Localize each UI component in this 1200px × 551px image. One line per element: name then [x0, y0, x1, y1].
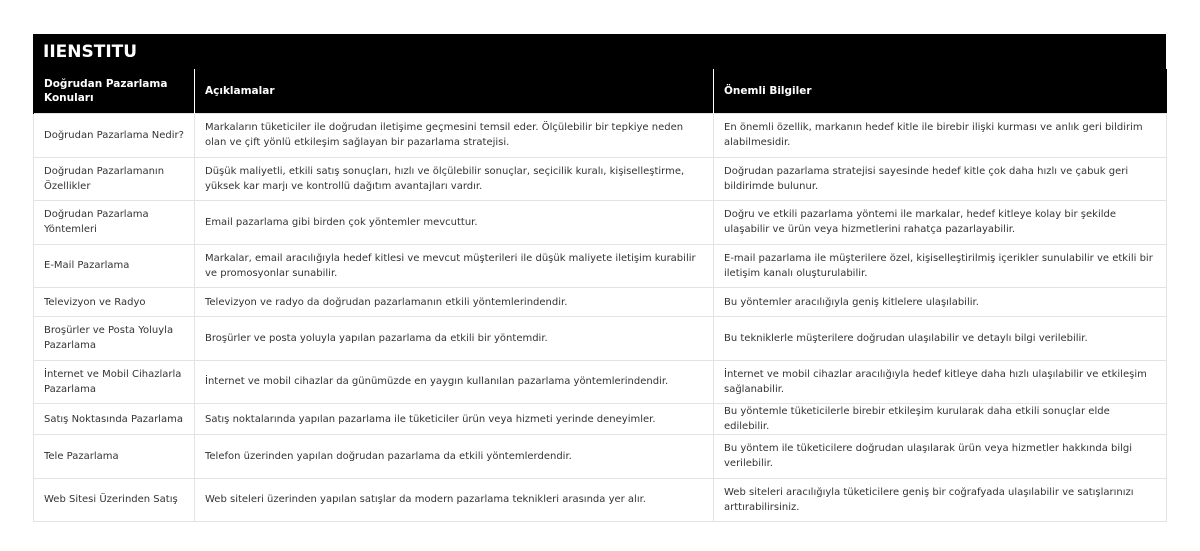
topic-cell: Broşürler ve Posta Yoluyla Pazarlama — [34, 317, 195, 361]
info-cell: En önemli özellik, markanın hedef kitle ile birebir ilişki kurması ve anlık geri bildirim alabilmesidir. — [714, 114, 1167, 158]
topic-cell: Doğrudan Pazarlamanın Özellikler — [34, 157, 195, 201]
description-cell: Email pazarlama gibi birden çok yöntemler mevcuttur. — [195, 201, 714, 245]
info-cell: E-mail pazarlama ile müşterilere özel, kişiselleştirilmiş içerikler sunulabilir ve etkili bir iletişim kanalı oluşturulabilir. — [714, 244, 1167, 288]
table-row — [34, 317, 1167, 361]
topic-cell: Tele Pazarlama — [34, 435, 195, 479]
description-cell: Satış noktalarında yapılan pazarlama ile tüketiciler ürün veya hizmeti yerinde deneyimler. — [195, 404, 714, 435]
content-table-card — [33, 34, 1166, 522]
table-header-row — [34, 69, 1167, 114]
info-cell: Bu tekniklerle müşterilere doğrudan ulaşılabilir ve detaylı bilgi verilebilir. — [714, 317, 1167, 361]
info-cell: Doğru ve etkili pazarlama yöntemi ile markalar, hedef kitleye kolay bir şekilde ulaşabilir ve ürün veya hizmetlerini rahatça pazarlayabilir. — [714, 201, 1167, 245]
table-row — [34, 360, 1167, 404]
topic-cell: Televizyon ve Radyo — [34, 288, 195, 317]
table-row — [34, 157, 1167, 201]
table-row — [34, 478, 1167, 522]
info-cell: Bu yöntem ile tüketicilere doğrudan ulaşılarak ürün veya hizmetler hakkında bilgi verilebilir. — [714, 435, 1167, 479]
brand-title: IIENSTITU — [33, 34, 1166, 69]
description-cell: Televizyon ve radyo da doğrudan pazarlamanın etkili yöntemlerindendir. — [195, 288, 714, 317]
info-cell: Doğrudan pazarlama stratejisi sayesinde hedef kitle çok daha hızlı ve çabuk geri bildirimde bulunur. — [714, 157, 1167, 201]
topic-cell: Web Sitesi Üzerinden Satış — [34, 478, 195, 522]
table-row — [34, 288, 1167, 317]
column-header-descriptions: Açıklamalar — [195, 69, 714, 114]
direct-marketing-table — [33, 69, 1167, 522]
description-cell: Broşürler ve posta yoluyla yapılan pazarlama da etkili bir yöntemdir. — [195, 317, 714, 361]
description-cell: Telefon üzerinden yapılan doğrudan pazarlama da etkili yöntemlerdendir. — [195, 435, 714, 479]
column-header-topics: Doğrudan Pazarlama Konuları — [34, 69, 195, 114]
description-cell: İnternet ve mobil cihazlar da günümüzde en yaygın kullanılan pazarlama yöntemlerindendir. — [195, 360, 714, 404]
description-cell: Düşük maliyetli, etkili satış sonuçları, hızlı ve ölçülebilir sonuçlar, seçicilik kuralı, kişiselleştirme, yüksek kar marjı ve kontrollü dağıtım avantajları vardır. — [195, 157, 714, 201]
table-row — [34, 435, 1167, 479]
info-cell: Bu yöntemler aracılığıyla geniş kitlelere ulaşılabilir. — [714, 288, 1167, 317]
topic-cell: Doğrudan Pazarlama Yöntemleri — [34, 201, 195, 245]
info-cell: Bu yöntemle tüketicilerle birebir etkileşim kurularak daha etkili sonuçlar elde edilebilir. — [714, 404, 1167, 435]
topic-cell: Satış Noktasında Pazarlama — [34, 404, 195, 435]
info-cell: İnternet ve mobil cihazlar aracılığıyla hedef kitleye daha hızlı ulaşılabilir ve etkileşim sağlanabilir. — [714, 360, 1167, 404]
table-row — [34, 244, 1167, 288]
topic-cell: Doğrudan Pazarlama Nedir? — [34, 114, 195, 158]
description-cell: Markalar, email aracılığıyla hedef kitlesi ve mevcut müşterileri ile düşük maliyete iletişim kurabilir ve promosyonlar sunabilir. — [195, 244, 714, 288]
table-row — [34, 201, 1167, 245]
topic-cell: İnternet ve Mobil Cihazlarla Pazarlama — [34, 360, 195, 404]
table-row — [34, 404, 1167, 435]
description-cell: Markaların tüketiciler ile doğrudan iletişime geçmesini temsil eder. Ölçülebilir bir tepkiye neden olan ve çift yönlü etkileşim sağlayan bir pazarlama stratejisi. — [195, 114, 714, 158]
info-cell: Web siteleri aracılığıyla tüketicilere geniş bir coğrafyada ulaşılabilir ve satışlarınızı arttırabilirsiniz. — [714, 478, 1167, 522]
table-row — [34, 114, 1167, 158]
topic-cell: E-Mail Pazarlama — [34, 244, 195, 288]
column-header-important-info: Önemli Bilgiler — [714, 69, 1167, 114]
description-cell: Web siteleri üzerinden yapılan satışlar da modern pazarlama teknikleri arasında yer alır. — [195, 478, 714, 522]
